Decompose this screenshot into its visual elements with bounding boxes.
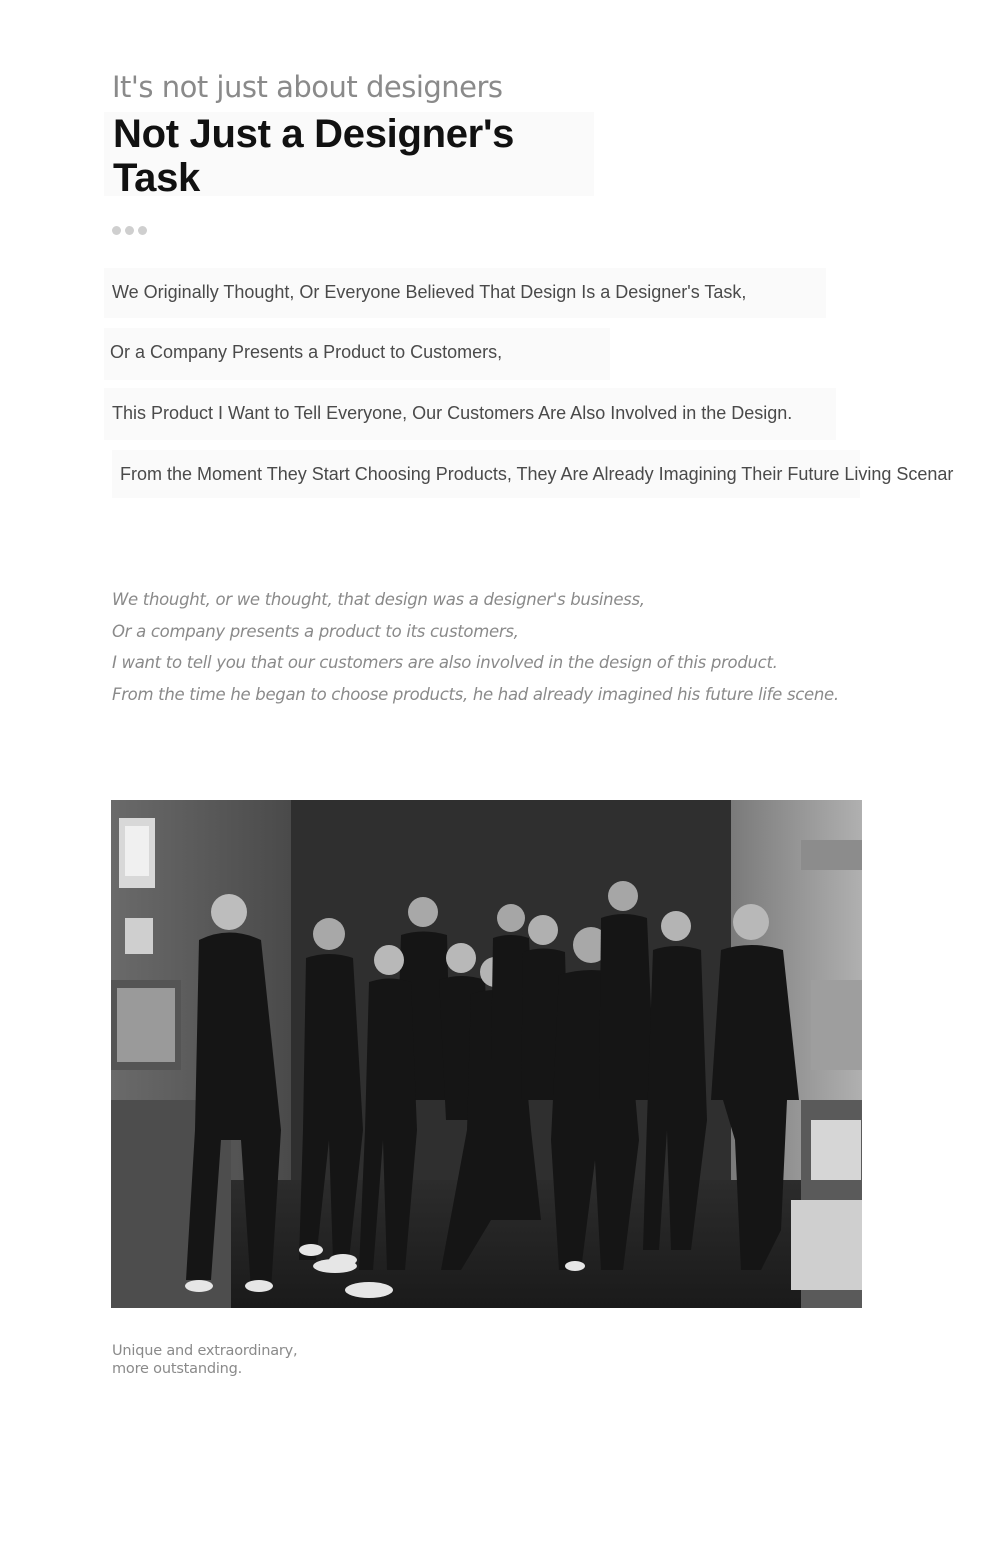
dot-icon (125, 226, 134, 235)
body-line-2: Or a Company Presents a Product to Customers, (110, 342, 503, 362)
decorative-dots (112, 226, 147, 235)
team-photo (111, 800, 862, 1308)
translation-line-4: From the time he began to choose products, he had already imagined his future life scene. (112, 685, 839, 705)
team-group-photo-icon (111, 800, 862, 1308)
dot-icon (112, 226, 121, 235)
translation-line-2: Or a company presents a product to its customers, (112, 621, 519, 641)
translation-line-3: I want to tell you that our customers are also involved in the design of this product. (112, 653, 778, 673)
page-title: Not Just a Designer's Task (113, 112, 515, 200)
caption (112, 1342, 297, 1378)
body-line-3: This Product I Want to Tell Everyone, Our Customers Are Also Involved in the Design. (112, 403, 793, 423)
translation-block (112, 584, 839, 711)
body-line-1: We Originally Thought, Or Everyone Believed That Design Is a Designer's Task, (112, 282, 747, 302)
body-line-4: From the Moment They Start Choosing Products, They Are Already Imagining Their Future Living Scenar (120, 464, 954, 484)
caption-line-2: more outstanding. (112, 1361, 243, 1377)
eyebrow-text: It's not just about designers (112, 70, 503, 104)
translation-line-1: We thought, or we thought, that design was a designer's business, (112, 590, 645, 609)
dot-icon (138, 226, 147, 235)
caption-line-1: Unique and extraordinary, (112, 1343, 298, 1359)
